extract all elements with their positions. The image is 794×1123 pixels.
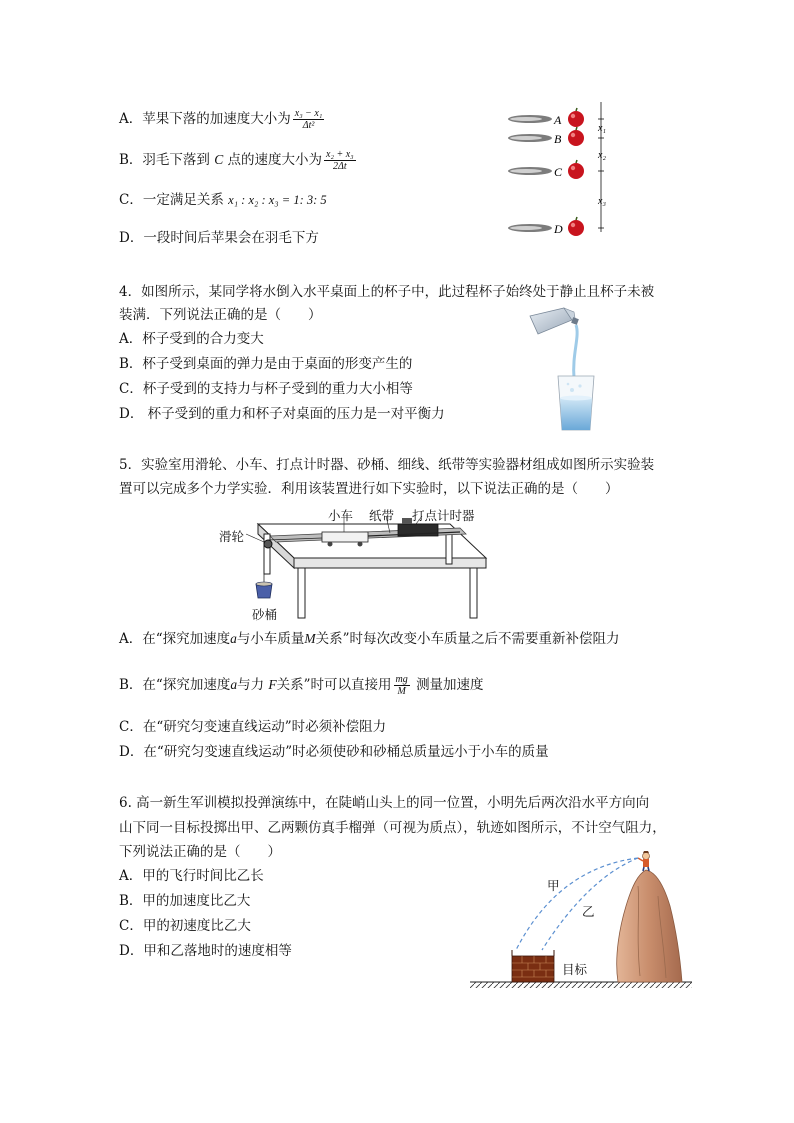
water-stream (574, 325, 577, 378)
feather-c (508, 167, 552, 175)
q6-stem-line2: 山下同一目标投掷出甲、乙两颗仿真手榴弹（可视为质点），轨迹如图所示，不计空气阻力， (119, 820, 666, 836)
q3-option-a: A．苹果下落的加速度大小为 $\frac{\text{x₃ − x₁}}{\text{Δt²}}$ (119, 108, 323, 131)
q6-option-c: C．甲的初速度比乙大 (119, 918, 251, 934)
target-box (512, 950, 554, 982)
label-yi: 乙 (582, 904, 595, 919)
q6-stem-line1: 6. 高一新生军训模拟投弹演练中，在陡峭山头上的同一位置，小明先后两次沿水平方向向 (119, 795, 650, 811)
q4-stem-line2: 装满．下列说法正确的是（ ） (119, 307, 322, 323)
q3-option-c: C．一定满足关系 x₁ : x₂ : x₃ = 1: 3: 5 (119, 192, 327, 208)
q5-option-b-fraction: $\frac{mg}{M}$ (395, 674, 408, 697)
q3-option-d: D．一段时间后苹果会在羽毛下方 (119, 230, 319, 246)
label-target: 目标 (562, 962, 588, 977)
q3-option-b: B．羽毛下落到 C 点的速度大小为 $\frac{\text{x₂ + x₃}}{2\Delta t}$ (119, 149, 354, 172)
q4-option-b: B．杯子受到桌面的弹力是由于桌面的形变产生的 (119, 356, 413, 372)
apple-b (568, 127, 584, 146)
q5-stem-line2: 置可以完成多个力学实验．利用该装置进行如下实验时，以下说法正确的是（ ） (119, 481, 619, 497)
q5-option-d: D．在“研究匀变速直线运动”时必须使砂和砂桶总质量远小于小车的质量 (119, 744, 549, 760)
apple-c (568, 160, 584, 179)
q5-option-c: C．在“研究匀变速直线运动”时必须补偿阻力 (119, 719, 387, 735)
label-d: D (554, 222, 563, 236)
q4-stem-line1: 4．如图所示，某同学将水倒入水平桌面上的杯子中，此过程杯子始终处于静止且杯子未被 (119, 284, 655, 300)
feather-b (508, 134, 552, 142)
q4-option-c: C．杯子受到的支持力与杯子受到的重力大小相等 (119, 381, 413, 397)
label-timer: 打点计时器 (412, 508, 475, 523)
q6-option-d: D．甲和乙落地时的速度相等 (119, 943, 292, 959)
label-tape: 纸带 (369, 508, 395, 523)
q3-option-a-fraction: $\frac{\text{x₃ − x₁}}{\text{Δt²}}$ (294, 108, 323, 131)
apple-d (568, 217, 584, 236)
q6-option-b: B．甲的加速度比乙大 (119, 893, 251, 909)
label-b: B (554, 132, 562, 146)
label-bucket: 砂桶 (252, 607, 278, 622)
q3-figure (500, 98, 620, 246)
label-cart: 小车 (328, 508, 354, 523)
label-c: C (554, 165, 563, 179)
q5-stem-line1: 5．实验室用滑轮、小车、打点计时器、砂桶、细线、纸带等实验器材组成如图所示实验装 (119, 457, 655, 473)
feather-a (508, 115, 552, 123)
label-x2: x₂ (598, 150, 606, 161)
apple-a (568, 108, 584, 127)
q4-figure-pouring-water (528, 306, 610, 434)
glass (558, 376, 594, 430)
q4-option-a: A．杯子受到的合力变大 (119, 331, 264, 347)
bottle (530, 308, 579, 334)
label-pulley: 滑轮 (219, 529, 245, 544)
person-xiaoming (638, 851, 650, 871)
q6-option-a: A．甲的飞行时间比乙长 (119, 868, 264, 884)
q5-option-b: B．在“探究加速度a与力 F关系”时可以直接用 $\frac{mg}{M}$ 测量加速度 (119, 674, 484, 697)
ground-hatch (470, 982, 692, 988)
feather-d (508, 224, 552, 232)
q6-stem-line3: 下列说法正确的是（ ） (119, 844, 281, 860)
sand-bucket (256, 582, 272, 598)
label-a: A (554, 113, 562, 127)
label-jia: 甲 (547, 878, 560, 893)
label-x1: x₁ (598, 123, 606, 134)
q3-option-b-fraction: $\frac{\text{x₂ + x₃}}{2\Delta t}$ (326, 149, 354, 172)
pulley (264, 540, 272, 548)
cliff (617, 870, 682, 982)
q4-option-d: D． 杯子受到的重力和杯子对桌面的压力是一对平衡力 (119, 406, 445, 422)
dimension-lines (598, 102, 604, 232)
q5-option-a: A．在“探究加速度a与小车质量M关系”时每次改变小车质量之后不需要重新补偿阻力 (119, 631, 620, 647)
label-x3: x₃ (598, 196, 606, 207)
